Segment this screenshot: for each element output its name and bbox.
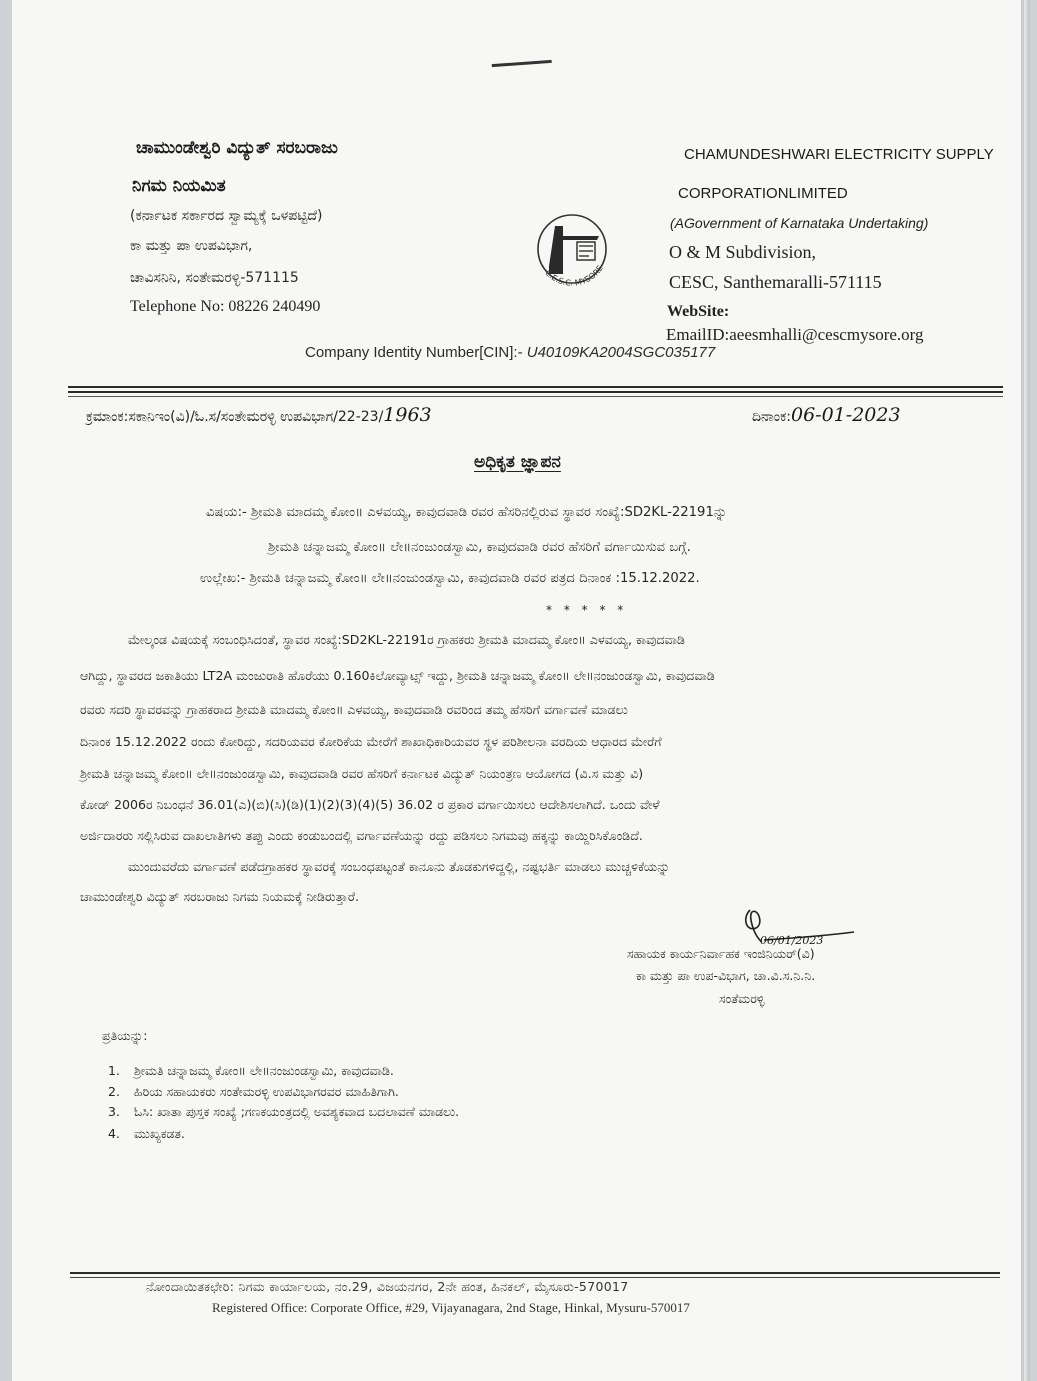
copy-item-text: ಮುಖ್ಯಕಡತ. bbox=[134, 1126, 185, 1141]
reference-line: ಉಲ್ಲೇಖ:- ಶ್ರೀಮತಿ ಚನ್ನಾಜಮ್ಮ ಕೋಂ॥ ಲೇ॥ನಂಜುಂಡಸ್ವಾಮಿ, ಕಾವುದವಾಡಿ ರವರ ಪತ್ರದ ದಿನಾಂಕ :15.12.2022. bbox=[200, 571, 700, 586]
letter-sheet bbox=[12, 0, 1024, 1381]
signatory-office: ಕಾ ಮತ್ತು ಪಾ ಉಪ-ವಿಭಾಗ, ಚಾ.ವಿ.ಸ.ನಿ.ನಿ. bbox=[636, 968, 816, 983]
copy-item bbox=[108, 1104, 459, 1120]
copy-item-text: ಓಸಿ: ಖಾತಾ ಪುಸ್ತಕ ಸಂಖ್ಯೆ ;ಗಣಕಯಂತ್ರದಲ್ಲಿ ಅವಶ್ಯಕವಾದ ಬದಲಾವಣೆ ಮಾಡಲು. bbox=[134, 1104, 460, 1119]
logo-text: C.E.S.C. MYSORE bbox=[543, 263, 605, 288]
body-line: ಚಾಮುಂಡೇಶ್ವರಿ ವಿದ್ಯುತ್ ಸರಬರಾಜು ನಿಗಮ ನಿಯಮಕ್ಕೆ ನೀಡಿರುತ್ತಾರೆ. bbox=[80, 889, 360, 904]
footer-rule-2 bbox=[70, 1277, 1000, 1278]
footer-address-en: Registered Office: Corporate Office, #29, Vijayanagara, 2nd Stage, Hinkal, Mysuru-570017 bbox=[212, 1300, 690, 1315]
copies-label: ಪ್ರತಿಯನ್ನು: bbox=[102, 1028, 148, 1043]
header-rule bbox=[68, 386, 1003, 388]
copy-item-text: ಶ್ರೀಮತಿ ಚನ್ನಾಜಮ್ಮ ಕೋಂ॥ ಲೇ॥ನಂಜುಂಡಸ್ವಾಮಿ, ಕಾವುದವಾಡಿ. bbox=[134, 1063, 394, 1078]
footer-address-kn: ನೋಂದಾಯಿತಕಛೇರಿ: ನಿಗಮ ಕಾರ್ಯಾಲಯ, ನಂ.29, ವಿಜಯನಗರ, 2ನೇ ಹಂತ, ಹಿನಕಲ್, ಮೈಸೂರು-570017 bbox=[146, 1279, 629, 1294]
cin-value: U40109KA2004SGC035177 bbox=[526, 344, 716, 361]
kn-address: ಚಾವಿಸನಿನಿ, ಸಂತೇಮರಳ್ಳಿ-571115 bbox=[130, 270, 299, 286]
header-rule-2 bbox=[68, 391, 1003, 393]
copy-item bbox=[108, 1126, 185, 1142]
copy-item bbox=[108, 1063, 394, 1079]
cesc-logo bbox=[519, 196, 625, 302]
cin-label: Company Identity Number[CIN]:- bbox=[305, 344, 523, 361]
body-line: ಆಗಿದ್ದು, ಸ್ಥಾವರದ ಜಕಾತಿಯು LT2A ಮಂಜುರಾತಿ ಹೊರೆಯು 0.160ಕಿಲೋವ್ಯಾಟ್ಸ್ ಇದ್ದು, ಶ್ರೀಮತಿ ಚನ್ನಾಜಮ್ಮ ಕೋಂ॥ ಲೇ॥ನಂಜುಂಡಸ್ವಾಮಿ, ಕಾವುದವಾಡಿ bbox=[80, 668, 715, 683]
header-rule-3 bbox=[68, 396, 1003, 397]
date-label: ದಿನಾಂಕ: bbox=[752, 409, 791, 425]
copy-item bbox=[108, 1084, 399, 1100]
date-handwritten: 06-01-2023 bbox=[791, 404, 901, 426]
telephone: Telephone No: 08226 240490 bbox=[130, 298, 321, 315]
copy-item-number: 4. bbox=[108, 1126, 120, 1141]
kn-govt-note: (ಕರ್ನಾಟಕ ಸರ್ಕಾರದ ಸ್ವಾಮ್ಯಕ್ಕೆ ಒಳಪಟ್ಟಿದೆ) bbox=[130, 208, 323, 224]
body-line: ಶ್ರೀಮತಿ ಚನ್ನಾಜಮ್ಮ ಕೋಂ॥ ಲೇ॥ನಂಜುಂಡಸ್ವಾಮಿ, ಕಾವುದವಾಡಿ ರವರ ಹೆಸರಿಗೆ ಕರ್ನಾಟಕ ವಿದ್ಯುತ್ ನಿಯಂತ್ರಣ ಆಯೋಗದ (ವಿ.ಸ ಮತ್ತು ವಿ) bbox=[80, 766, 644, 781]
page-edge bbox=[1024, 0, 1030, 1381]
body-line: ಕೋಡ್ 2006ರ ನಿಬಂಧನೆ 36.01(ಎ)(ಬಿ)(ಸಿ)(ಡಿ)(1)(2)(3)(4)(5) 36.02 ರ ಪ್ರಕಾರ ವರ್ಗಾಯಿಸಲು ಆದೇಶಿಸಲಾಗಿದೆ. ಒಂದು ವೇಳೆ bbox=[80, 797, 660, 812]
signatory-designation: ಸಹಾಯಕ ಕಾರ್ಯನಿರ್ವಾಹಕ ಇಂಜಿನಿಯರ್(ವಿ) bbox=[627, 946, 815, 961]
reference-date bbox=[752, 404, 901, 426]
footer-rule bbox=[70, 1272, 1000, 1274]
body-line: ದಿನಾಂಕ 15.12.2022 ರಂದು ಕೋರಿದ್ದು, ಸದರಿಯವರ ಕೋರಿಕೆಯ ಮೇರೆಗೆ ಶಾಖಾಧಿಕಾರಿಯವರ ಸ್ಥಳ ಪರಿಶೀಲನಾ ವರದಿಯ ಆಧಾರದ ಮೇರೆಗೆ bbox=[80, 734, 662, 749]
en-org-name-2: CORPORATIONLIMITED bbox=[678, 185, 848, 202]
cin-line bbox=[305, 344, 715, 361]
email: EmailID:aeesmhalli@cescmysore.org bbox=[666, 325, 924, 344]
pen-mark bbox=[492, 60, 553, 75]
copy-item-text: ಹಿರಿಯ ಸಹಾಯಕರು ಸಂತೇಮರಳ್ಳಿ ಉಪವಿಭಾಗರವರ ಮಾಹಿತಿಗಾಗಿ. bbox=[134, 1084, 399, 1099]
memo-title: ಅಧಿಕೃತ ಜ್ಞಾಪನ bbox=[474, 452, 561, 472]
body-line: ಅರ್ಜಿದಾರರು ಸಲ್ಲಿಸಿರುವ ದಾಖಲಾತಿಗಳು ತಪ್ಪು ಎಂದು ಕಂಡುಬಂದಲ್ಲಿ ವರ್ಗಾವಣೆಯನ್ನು ರದ್ದು ಪಡಿಸಲು ನಿಗಮವು ಹಕ್ಕನ್ನು ಕಾಯ್ದಿರಿಸಿಕೊಂಡಿದೆ. bbox=[80, 828, 643, 843]
separator-stars: * * * * * bbox=[546, 603, 628, 617]
website-label: WebSite: bbox=[667, 303, 730, 320]
reference-number bbox=[86, 404, 432, 426]
subject-line-2: ಶ್ರೀಮತಿ ಚನ್ನಾಜಮ್ಮ ಕೋಂ॥ ಲೇ॥ನಂಜುಂಡಸ್ವಾಮಿ, ಕಾವುದವಾಡಿ ರವರ ಹೆಸರಿಗೆ ವರ್ಗಾಯಿಸುವ ಬಗ್ಗೆ. bbox=[268, 540, 691, 555]
kn-org-name: ಚಾಮುಂಡೇಶ್ವರಿ ವಿದ್ಯುತ್ ಸರಬರಾಜು bbox=[136, 138, 338, 158]
kn-org-name-2: ನಿಗಮ ನಿಯಮಿತ bbox=[132, 176, 226, 196]
ref-no-text: ಕ್ರಮಾಂಕ:ಸಕಾನಿಇಂ(ವಿ)/ಓ.ಸ/ಸಂತೇಮರಳ್ಳಿ ಉಪವಿಭಾಗ/22-23/ bbox=[86, 409, 384, 425]
en-govt-note: (AGovernment of Karnataka Undertaking) bbox=[670, 215, 929, 231]
body-line: ಮೇಲ್ಕಂಡ ವಿಷಯಕ್ಕೆ ಸಂಬಂಧಿಸಿದಂತೆ, ಸ್ಥಾವರ ಸಂಖ್ಯೆ:SD2KL-22191ರ ಗ್ರಾಹಕರು ಶ್ರೀಮತಿ ಮಾದಮ್ಮ ಕೋಂ॥ ಎಳವಯ್ಯ, ಕಾವುದವಾಡಿ bbox=[128, 632, 685, 647]
en-org-name: CHAMUNDESHWARI ELECTRICITY SUPPLY bbox=[684, 146, 994, 163]
body-line: ರವರು ಸದರಿ ಸ್ಥಾವರವನ್ನು ಗ್ರಾಹಕರಾದ ಶ್ರೀಮತಿ ಮಾದಮ್ಮ ಕೋಂ॥ ಎಳವಯ್ಯ, ಕಾವುದವಾಡಿ ರವರಿಂದ ತಮ್ಮ ಹೆಸರಿಗೆ ವರ್ಗಾವಣೆ ಮಾಡಲು bbox=[80, 702, 628, 717]
signature-date: 06/01/2023 bbox=[760, 934, 824, 947]
copy-item-number: 3. bbox=[108, 1104, 120, 1119]
subject-line-1: ವಿಷಯ:- ಶ್ರೀಮತಿ ಮಾದಮ್ಮ ಕೋಂ॥ ಎಳವಯ್ಯ, ಕಾವುದವಾಡಿ ರವರ ಹೆಸರಿನಲ್ಲಿರುವ ಸ್ಥಾವರ ಸಂಖ್ಯೆ:SD2KL-22191ನ್ನು bbox=[206, 505, 728, 520]
signatory-place: ಸಂತೆಮರಳ್ಳಿ bbox=[719, 991, 765, 1006]
ref-no-handwritten: 1963 bbox=[383, 404, 432, 426]
copy-item-number: 1. bbox=[108, 1063, 120, 1078]
en-subdivision: O & M Subdivision, bbox=[669, 242, 817, 262]
body-line: ಮುಂದುವರೆದು ವರ್ಗಾವಣೆ ಪಡೆದಗ್ರಾಹಕರ ಸ್ಥಾವರಕ್ಕೆ ಸಂಬಂಧಪಟ್ಟಂತೆ ಕಾನೂನು ತೊಡಕುಗಳಿದ್ದಲ್ಲಿ, ನಷ್ಟಭರ್ತಿ ಮಾಡಲು ಮುಚ್ಚಳಿಕೆಯನ್ನು bbox=[128, 859, 670, 874]
en-address: CESC, Santhemaralli-571115 bbox=[669, 272, 882, 292]
copy-item-number: 2. bbox=[108, 1084, 120, 1099]
kn-subdivision: ಕಾ ಮತ್ತು ಪಾ ಉಪವಿಭಾಗ, bbox=[130, 238, 253, 254]
